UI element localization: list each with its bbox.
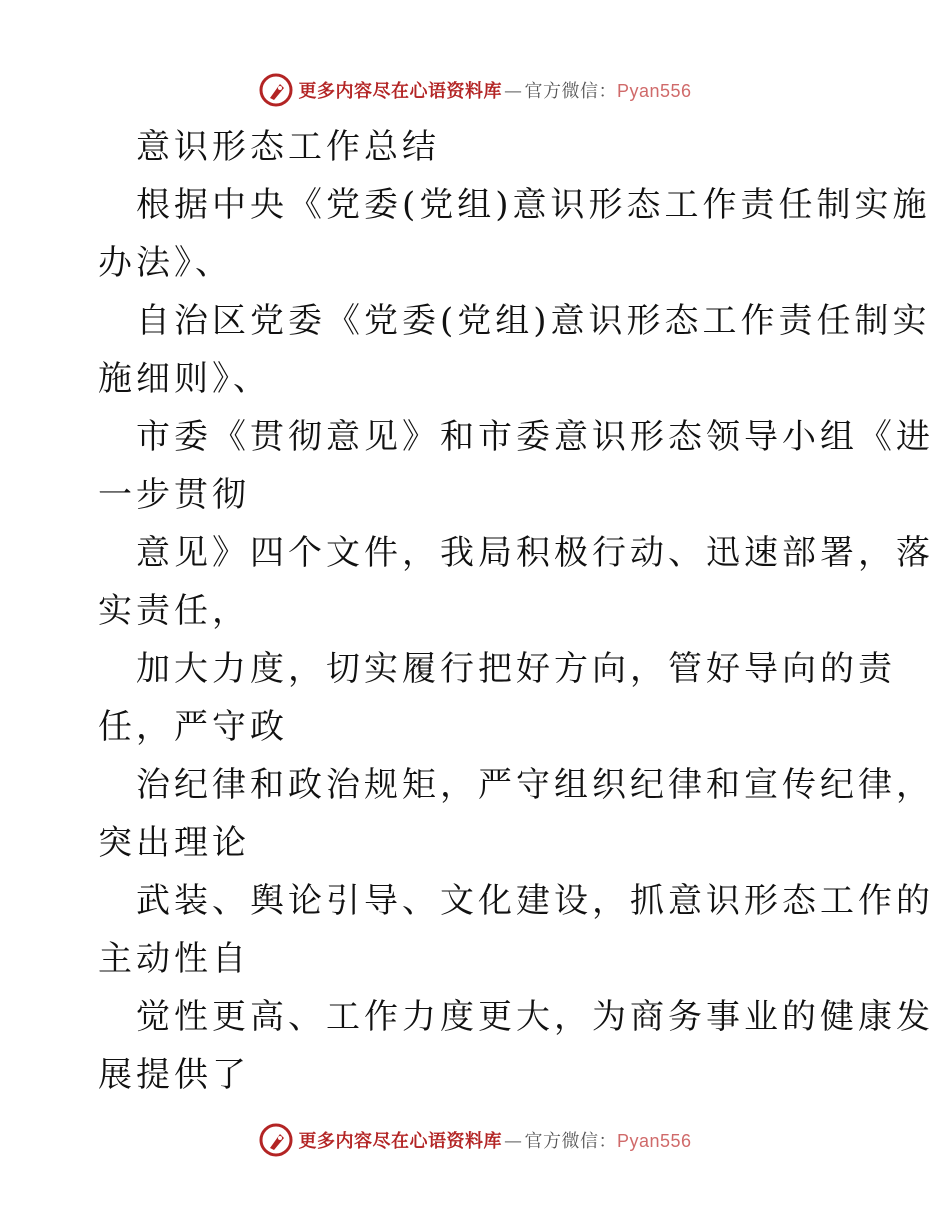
text-line: 加大力度，切实履行把好方向，管好导向的责 [136,649,896,689]
header-official-label: 官方微信： [524,81,617,102]
pen-nib-logo-icon [258,1122,294,1158]
header-watermark [0,70,950,110]
text-line: 武装、舆论引导、文化建设，抓意识形态工作的 [136,881,934,921]
text-line: 根据中央《党委(党组)意识形态工作责任制实施 [136,185,931,225]
text-line: 一步贯彻 [98,475,250,515]
text-line: 治纪律和政治规矩，严守组织纪律和宣传纪律， [136,765,934,805]
footer-text [298,1127,691,1153]
footer-main-text: 更多内容尽在心语资料库 [298,1131,502,1152]
text-line: 意见》四个文件，我局积极行动、迅速部署，落 [136,533,934,573]
header-main-text: 更多内容尽在心语资料库 [298,81,502,102]
pen-nib-logo-icon [258,72,294,108]
footer-separator: — [503,1131,523,1152]
text-line: 办法》、 [98,243,233,283]
document-title: 意识形态工作总结 [136,127,440,167]
text-line: 突出理论 [98,823,250,863]
header-wechat-id: Pyan556 [616,81,692,101]
text-line: 主动性自 [98,939,250,979]
text-line: 自治区党委《党委(党组)意识形态工作责任制实 [136,301,931,341]
text-line: 施细则》、 [98,359,271,399]
footer-watermark [0,1120,950,1160]
header-text [298,77,691,103]
footer-official-label: 官方微信： [524,1131,617,1152]
text-line: 任，严守政 [98,707,288,747]
document-body [98,118,934,1104]
footer-wechat-id: Pyan556 [616,1131,692,1151]
text-line: 市委《贯彻意见》和市委意识形态领导小组《进 [136,417,934,457]
text-line: 展提供了 [98,1055,250,1095]
header-separator: — [503,81,523,102]
text-line: 实责任， [98,591,250,631]
text-line: 觉性更高、工作力度更大，为商务事业的健康发 [136,997,934,1037]
